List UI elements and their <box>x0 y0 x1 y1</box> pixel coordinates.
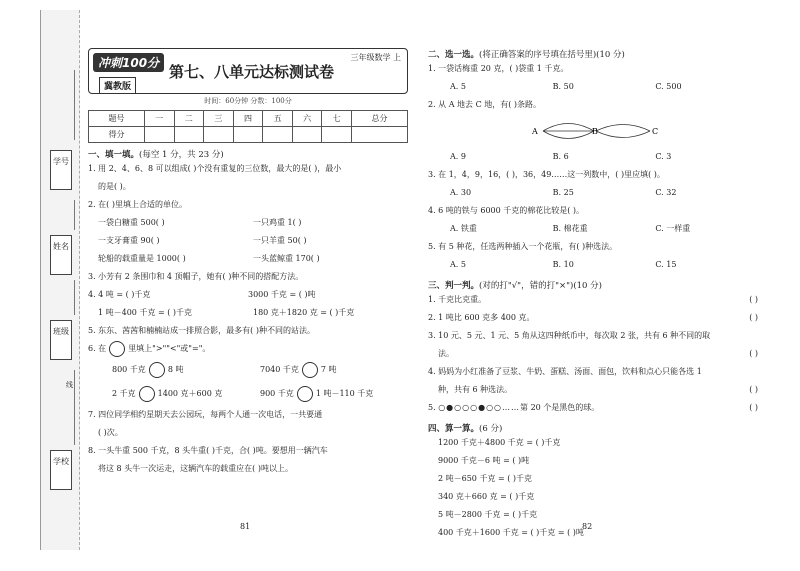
school-box: 学校 <box>50 450 72 490</box>
section-1-title: 一、填一填。(每空 1 分，共 23 分) <box>88 150 224 160</box>
choice-1-options <box>428 78 758 96</box>
page-title: 第七、八单元达标测试卷 <box>169 63 335 81</box>
option: A. 5 <box>450 82 466 91</box>
judge-2: 2. 1 吨比 600 克多 400 克。 ( ) <box>428 309 758 327</box>
time-score-info: 时间：60分钟 分数：100分 <box>204 97 292 105</box>
calc-item: 400 千克＋1600 千克 = ( )千克 = ( )吨 <box>438 528 584 537</box>
conversion-item: 3000 千克 = ( )吨 <box>248 290 316 299</box>
section-2-title: 二、选一选。(将正确答案的序号填在括号里)(10 分) <box>428 50 625 60</box>
choice-2-options <box>428 148 758 166</box>
score-header-cell: 二 <box>174 111 204 127</box>
unit-item: 一只羊重 50( ) <box>253 236 307 245</box>
question-3: 3. 小芳有 2 条围巾和 4 顶帽子，她有( )种不同的搭配方法。 <box>88 272 304 281</box>
section-4-title: 四、算一算。(6 分) <box>428 424 503 434</box>
option: A. 9 <box>450 152 466 161</box>
question-4-row <box>88 304 408 322</box>
question-2: 2. 在( )里填上合适的单位。 <box>88 200 187 209</box>
calc-item: 5 吨－2800 千克 = ( )千克 <box>438 510 538 519</box>
score-cell[interactable] <box>204 127 234 143</box>
unit-item: 轮船的载重量是 1000( ) <box>98 254 186 263</box>
score-header-cell: 一 <box>144 111 174 127</box>
score-header-row <box>89 111 408 127</box>
judge-4: 4. 妈妈为小红准备了豆浆、牛奶、蛋糕、汤面、面包，饮料和点心只能各选 1 <box>428 367 702 376</box>
score-header-cell: 七 <box>322 111 352 127</box>
score-header-cell: 三 <box>204 111 234 127</box>
judge-1: 1. 千克比克重。 ( ) <box>428 291 758 309</box>
gutter-line <box>74 70 75 140</box>
question-7: 7. 四位同学相约星期天去公园玩，每两个人通一次电话，一共要通 <box>88 410 323 419</box>
page-number-right: 82 <box>582 522 593 531</box>
judge-3: 3. 10 元、5 元、1 元、5 角从这四种纸币中，每次取 2 张，共有 6 种不同的取 <box>428 331 711 340</box>
choice-2: 2. 从 A 地去 C 地，有( )条路。 <box>428 100 542 109</box>
question-2-row <box>88 250 408 268</box>
question-1: 1. 用 2、4、6、8 可以组成( )个没有重复的三位数，最大的是( )，最小 <box>88 164 342 173</box>
score-header-cell: 题号 <box>89 111 145 127</box>
gutter-line <box>74 200 75 230</box>
compare-circle[interactable] <box>297 386 313 402</box>
compare-row: 800 千克 8 吨 7040 千克 7 吨 <box>88 358 408 382</box>
question-8: 8. 一头牛重 500 千克，8 头牛重( )千克，合( )吨。要想用一辆汽车 <box>88 446 328 455</box>
option: C. 3 <box>655 152 672 161</box>
route-diagram-svg <box>428 116 758 146</box>
question-2-row <box>88 232 408 250</box>
calc-item: 340 克＋660 克 = ( )千克 <box>438 492 535 501</box>
ball-sequence: ○●○○○●○○…… <box>438 403 521 412</box>
score-cell[interactable] <box>322 127 352 143</box>
grade-label: 三年级数学 上 <box>350 53 401 62</box>
option: B. 10 <box>552 260 574 269</box>
compare-circle[interactable] <box>109 341 125 357</box>
conversion-item: 180 克＋1820 克 = ( )千克 <box>253 308 355 317</box>
option: B. 6 <box>552 152 569 161</box>
score-header-cell: 总分 <box>352 111 408 127</box>
choice-5: 5. 有 5 种花，任选两种插入一个花瓶，有( )种选法。 <box>428 242 618 251</box>
score-cell[interactable] <box>233 127 263 143</box>
conversion-item: 1 吨－400 千克 = ( )千克 <box>98 308 193 317</box>
unit-item: 一头蓝鲸重 170( ) <box>253 254 320 263</box>
score-table <box>88 110 408 143</box>
answer-paren[interactable]: ( ) <box>749 385 758 394</box>
edition-badge: 冀教版 <box>99 77 136 94</box>
route-bc-2 <box>596 131 650 138</box>
answer-paren[interactable]: ( ) <box>749 403 758 412</box>
score-header-cell: 五 <box>263 111 293 127</box>
section-3-title: 三、判一判。(对的打"√"，错的打"×")(10 分) <box>428 281 602 291</box>
option: B. 50 <box>552 82 574 91</box>
question-5: 5. 东东、茜茜和楠楠站成一排照合影，最多有( )种不同的站法。 <box>88 326 315 335</box>
unit-item: 一支牙膏重 90( ) <box>98 236 160 245</box>
choice-4-options <box>428 220 758 238</box>
route-ab-3 <box>543 131 594 139</box>
option: A. 5 <box>450 260 466 269</box>
compare-circle[interactable] <box>149 362 165 378</box>
judge-5: 5. ○●○○○●○○……第 20 个是黑色的球。 ( ) <box>428 399 758 417</box>
score-cell[interactable] <box>292 127 322 143</box>
unit-item: 一只鸡重 1( ) <box>253 218 302 227</box>
brand-logo: 冲刺100分 <box>93 53 164 72</box>
choice-1: 1. 一袋话梅重 20 克，( )袋重 1 千克。 <box>428 64 569 73</box>
route-bc-1 <box>596 125 650 132</box>
left-page <box>88 48 408 478</box>
header-banner <box>88 48 408 94</box>
score-row <box>89 127 408 143</box>
judge-3-cont: 法。 ( ) <box>428 345 758 363</box>
label-b: B <box>592 127 598 136</box>
option: C. 32 <box>655 188 677 197</box>
choice-4: 4. 6 吨的铁与 6000 千克的棉花比较是( )。 <box>428 206 585 215</box>
answer-paren[interactable]: ( ) <box>749 313 758 322</box>
judge-4-cont: 种，共有 6 种选法。 ( ) <box>428 381 758 399</box>
class-box: 班级 <box>50 320 72 360</box>
unit-item: 一袋白糖重 500( ) <box>98 218 165 227</box>
choice-3-options <box>428 184 758 202</box>
score-cell[interactable] <box>144 127 174 143</box>
question-6: 6. 在 里填上">""<"或"="。 <box>88 340 408 358</box>
score-cell[interactable] <box>352 127 408 143</box>
option: A. 30 <box>450 188 472 197</box>
compare-circle[interactable] <box>302 362 318 378</box>
option: C. 15 <box>655 260 677 269</box>
calc-item: 2 吨－650 千克 = ( )千克 <box>438 474 533 483</box>
label-c: C <box>652 127 659 136</box>
route-ab-1 <box>543 124 594 132</box>
calc-item: 1200 千克＋4800 千克 = ( )千克 <box>438 438 561 447</box>
cut-line-tag: 线 <box>66 381 73 389</box>
page-number-left: 81 <box>240 522 251 531</box>
gutter-line <box>74 280 75 315</box>
question-7-cont: ( )次。 <box>98 428 123 437</box>
question-1-cont: 的是( )。 <box>98 182 131 191</box>
route-diagram <box>428 116 758 146</box>
score-cell[interactable] <box>263 127 293 143</box>
option: A. 铁重 <box>450 224 477 233</box>
gutter-line <box>74 370 75 445</box>
score-header-cell: 四 <box>233 111 263 127</box>
name-box: 姓名 <box>50 235 72 275</box>
score-header-cell: 六 <box>292 111 322 127</box>
option: B. 棉花重 <box>552 224 588 233</box>
option: C. 一样重 <box>655 224 691 233</box>
question-2-row <box>88 214 408 232</box>
question-4-row <box>88 286 408 304</box>
right-page <box>428 48 758 542</box>
answer-paren[interactable]: ( ) <box>749 349 758 358</box>
choice-5-options <box>428 256 758 274</box>
option: B. 25 <box>552 188 574 197</box>
choice-3: 3. 在 1，4，9，16，( )，36，49……这一列数中，( )里应填( )。 <box>428 170 665 179</box>
score-row-label: 得分 <box>89 127 145 143</box>
answer-paren[interactable]: ( ) <box>749 295 758 304</box>
calc-item: 9000 千克－6 吨 = ( )吨 <box>438 456 530 465</box>
student-id-box: 学号 <box>50 150 72 190</box>
binding-gutter <box>40 10 80 550</box>
option: C. 500 <box>655 82 682 91</box>
compare-circle[interactable] <box>139 386 155 402</box>
compare-row: 2 千克 1400 克＋600 克 900 千克 1 吨－110 千克 <box>88 382 408 406</box>
question-8-cont: 将这 8 头牛一次运走，这辆汽车的载重应在( )吨以上。 <box>98 464 293 473</box>
label-a: A <box>532 127 538 136</box>
score-cell[interactable] <box>174 127 204 143</box>
conversion-item: 4. 4 吨 = ( )千克 <box>88 290 151 299</box>
